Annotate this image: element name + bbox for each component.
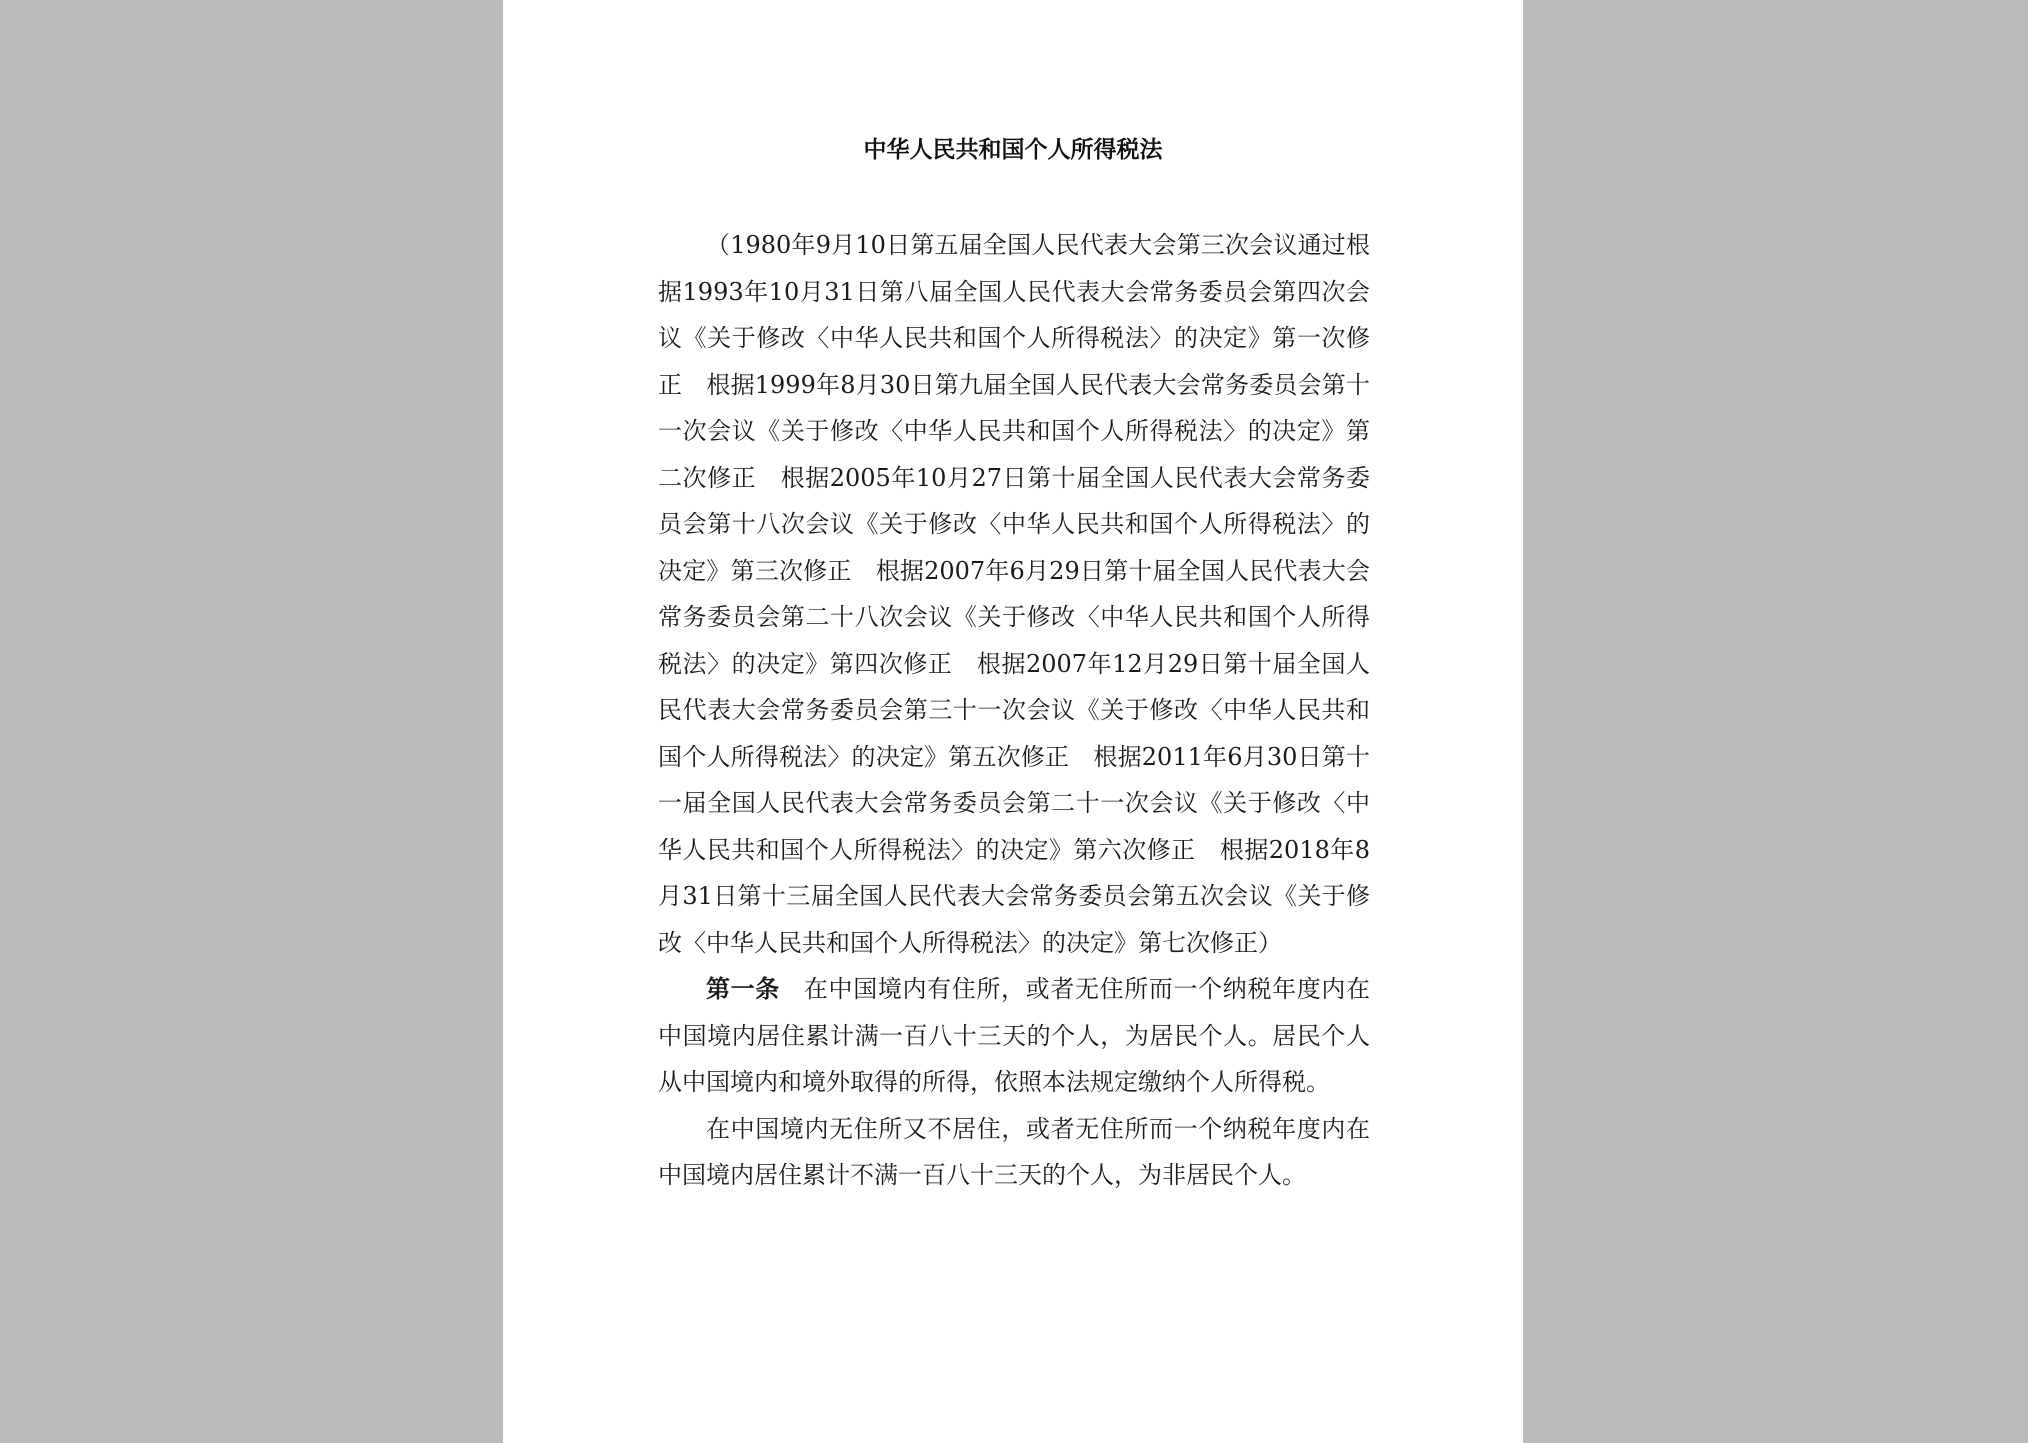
article-text: 在中国境内有住所，或者无住所而一个纳税年度内在中国境内居住累计满一百八十三天的个人，为居民个人。居民个人从中国境内和境外取得的所得，依照本法规定缴纳个人所得税。 <box>658 975 1371 1096</box>
document-body <box>658 222 1370 1199</box>
preamble-paragraph: （1980年9月10日第五届全国人民代表大会第三次会议通过根据1993年10月31日第八届全国人民代表大会常务委员会第四次会议《关于修改〈中华人民共和国个人所得税法〉的决定》第一次修正 根据1999年8月30日第九届全国人民代表大会常务委员会第十一次会议《关于修改〈中华人民共和国个人所得税法〉的决定》第二次修正 根据2005年10月27日第十届全国人民代表大会常务委员会第十八次会议《关于修改〈中华人民共和国个人所得税法〉的决定》第三次修正 根据2007年6月29日第十届全国人民代表大会常务委员会第二十八次会议《关于修改〈中华人民共和国个人所得税法〉的决定》第四次修正 根据2007年12月29日第十届全国人民代表大会常务委员会第三十一次会议《关于修改〈中华人民共和国个人所得税法〉的决定》第五次修正 根据2011年6月30日第十一届全国人民代表大会常务委员会第二十一次会议《关于修改〈中华人民共和国个人所得税法〉的决定》第六次修正 根据2018年8月31日第十三届全国人民代表大会常务委员会第五次会议《关于修改〈中华人民共和国个人所得税法〉的决定》第七次修正） <box>658 231 1370 957</box>
body-paragraph: 在中国境内无住所又不居住，或者无住所而一个纳税年度内在中国境内居住累计不满一百八十三天的个人，为非居民个人。 <box>658 1114 1370 1189</box>
document-page <box>503 0 1523 1443</box>
article-number: 第一条 <box>706 975 780 1003</box>
article-paragraph <box>658 966 1370 1106</box>
document-title: 中华人民共和国个人所得税法 <box>863 137 1163 163</box>
